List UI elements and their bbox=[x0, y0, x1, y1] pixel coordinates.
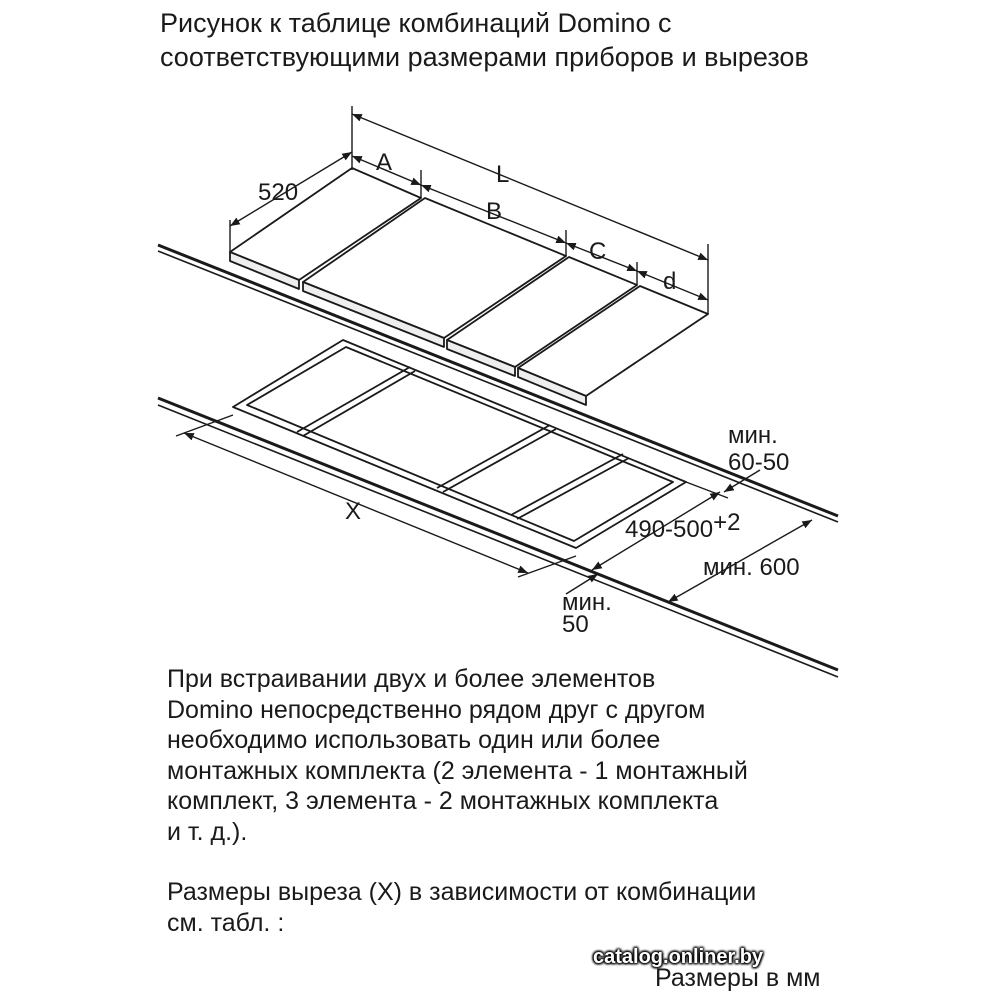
label-min-600: мин. 600 bbox=[703, 554, 800, 581]
label-min-back-2: 60-50 bbox=[728, 449, 790, 476]
cutout-note-line: см. табл. : bbox=[167, 908, 285, 937]
label-cutout-tolerance: +2 bbox=[713, 509, 741, 536]
cutout-seam-1 bbox=[297, 367, 410, 432]
label-min-front-1: мин. bbox=[562, 589, 612, 616]
paragraph-gap bbox=[167, 847, 756, 877]
cutout-seam-1b bbox=[303, 371, 415, 436]
cutout-seam-3 bbox=[511, 454, 623, 515]
title-line-2: соответствующими размерами приборов и вырезов bbox=[160, 42, 809, 72]
note-line: необходимо использовать один или более bbox=[167, 726, 661, 754]
ext-cutout-right-back bbox=[686, 482, 728, 498]
ext-x-right bbox=[518, 556, 576, 577]
note-line: Domino непосредственно рядом друг с другом bbox=[167, 695, 706, 724]
label-cutout-depth-value: 490-500 bbox=[625, 516, 714, 543]
label-l: L bbox=[496, 161, 510, 188]
cutout-seam-3b bbox=[517, 458, 629, 519]
label-a: A bbox=[376, 149, 393, 176]
note-line: комплект, 3 элемента - 2 монтажных комплекта bbox=[167, 787, 719, 815]
note-line: монтажных комплекта (2 элемента - 1 монтажный bbox=[167, 756, 748, 785]
units-note: Размеры в мм bbox=[655, 964, 821, 992]
label-520: 520 bbox=[258, 179, 299, 206]
note-line: При встраивании двух и более элементов bbox=[167, 665, 656, 693]
cutout-note-line: Размеры выреза (X) в зависимости от комбинации bbox=[167, 878, 757, 906]
note-line: и т. д.). bbox=[167, 817, 248, 846]
label-min-back-1: мин. bbox=[728, 422, 778, 449]
cutout-seam-2 bbox=[437, 425, 550, 488]
cutout-seam-2b bbox=[443, 429, 556, 492]
title-line-1: Рисунок к таблице комбинаций Domino с bbox=[160, 8, 672, 38]
label-b: B bbox=[486, 198, 503, 225]
label-d: d bbox=[663, 268, 677, 295]
watermark: catalog.onliner.by bbox=[593, 946, 764, 968]
installation-note bbox=[167, 664, 756, 938]
label-x: X bbox=[345, 498, 362, 525]
label-c: C bbox=[589, 238, 607, 265]
label-min-front-2: 50 bbox=[562, 611, 589, 638]
